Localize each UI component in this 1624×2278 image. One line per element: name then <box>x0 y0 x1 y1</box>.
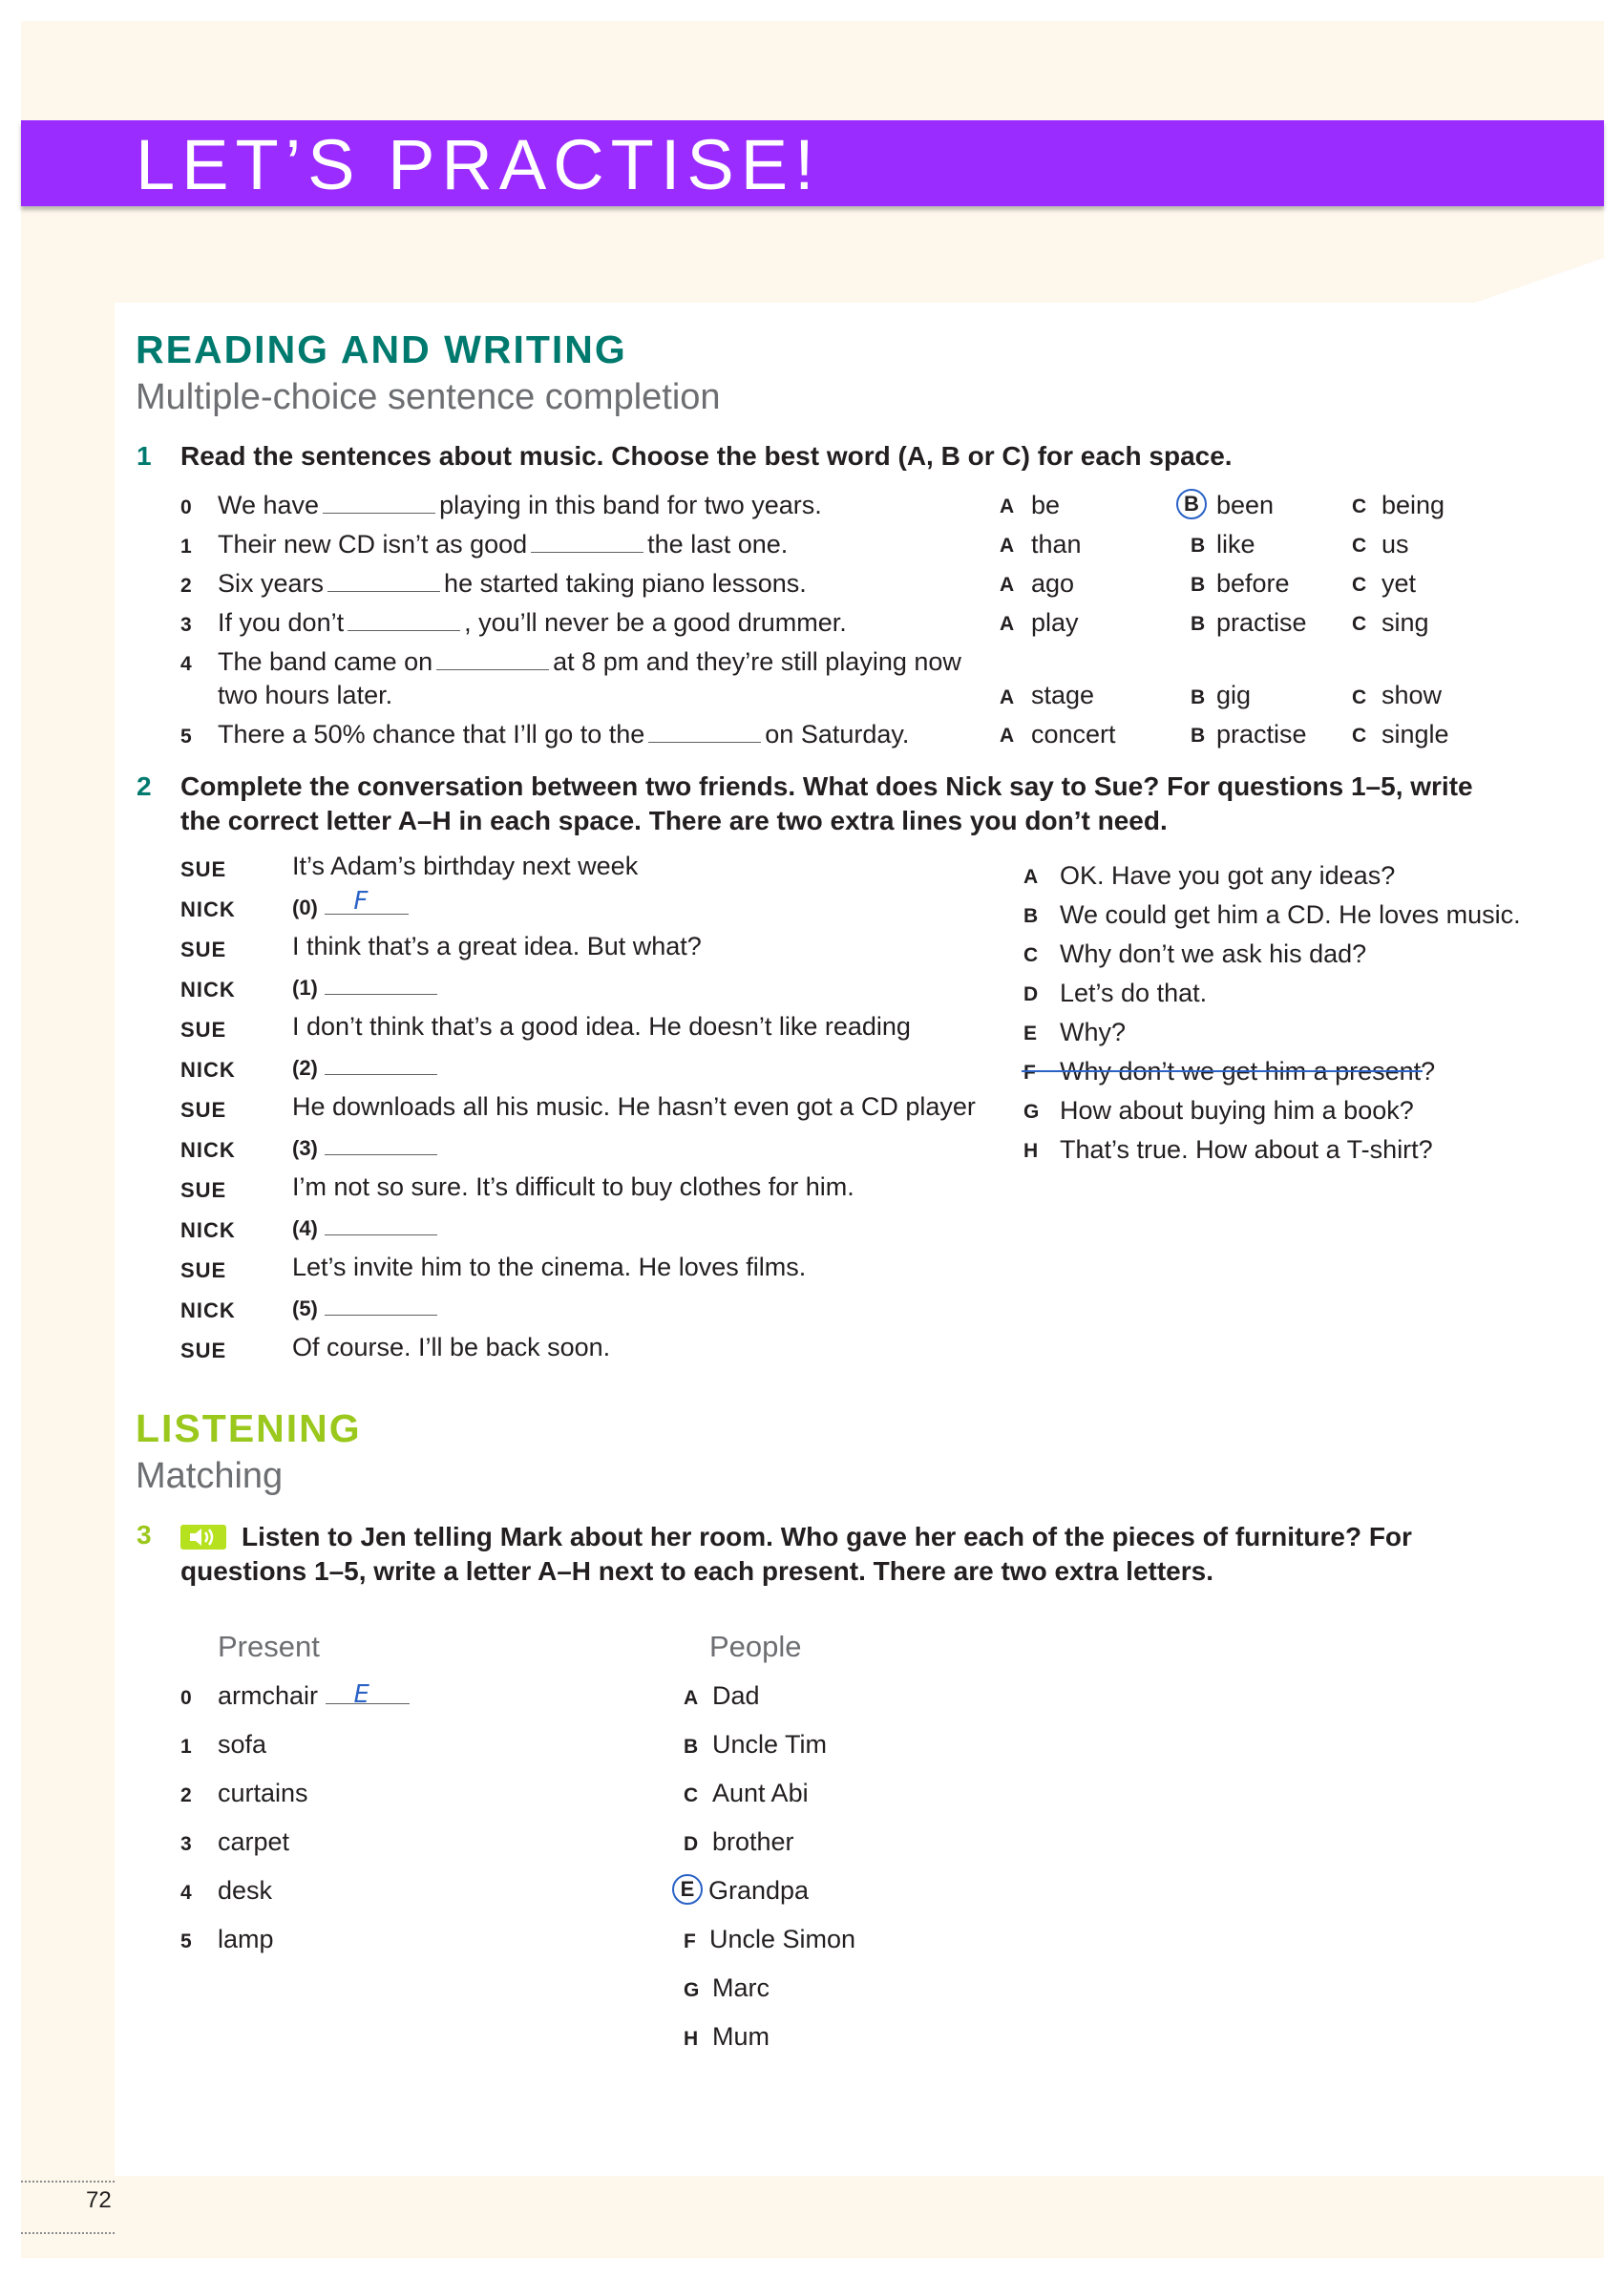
option-letter: B <box>1023 905 1039 927</box>
option-a[interactable]: concert <box>1031 720 1116 749</box>
option-letter: C <box>1352 496 1367 517</box>
person-option[interactable]: Aunt Abi <box>712 1779 809 1807</box>
person-option[interactable]: Mum <box>712 2022 770 2051</box>
handwritten-answer: E <box>353 1680 369 1709</box>
dialogue-line: Of course. I’ll be back soon. <box>292 1333 611 1361</box>
answer-blank[interactable] <box>326 1680 410 1709</box>
dialogue-line: (1) <box>292 972 437 1002</box>
option-letter: B <box>1191 725 1206 747</box>
option-b[interactable]: practise <box>1216 720 1307 749</box>
person-option[interactable]: brother <box>712 1827 794 1856</box>
item-number: 5 <box>180 1930 192 1952</box>
item-sentence: We have playing in this band for two years. <box>218 491 822 519</box>
person-option[interactable]: Uncle Tim <box>712 1730 828 1759</box>
option-letter: A <box>1000 613 1015 635</box>
option-letter: B <box>1191 613 1206 635</box>
option-b[interactable]: before <box>1216 569 1290 598</box>
option-text[interactable]: We could get him a CD. He loves music. <box>1060 900 1521 929</box>
option-text[interactable]: Why? <box>1060 1018 1127 1046</box>
item-number: 1 <box>180 1736 192 1758</box>
question-instruction: Read the sentences about music. Choose the best word (A, B or C) for each space. <box>180 441 1233 471</box>
dialogue-line: I’m not so sure. It’s difficult to buy clothes for him. <box>292 1172 854 1201</box>
speaker-label: SUE <box>180 1258 227 1282</box>
person-option[interactable]: Grandpa <box>708 1876 810 1905</box>
person-option[interactable]: Uncle Simon <box>709 1925 856 1953</box>
dialogue-line: (4) <box>292 1213 437 1242</box>
answer-blank[interactable] <box>648 721 761 743</box>
question-instruction: Listen to Jen telling Mark about her room. Who gave her each of the pieces of furniture? For questions 1–5, write a letter A–H next to each present. There are two extra letters. <box>180 1522 1412 1586</box>
speaker-label: NICK <box>180 1218 236 1242</box>
option-letter: C <box>1352 725 1367 747</box>
item-sentence: There a 50% chance that I’ll go to the on Saturday. <box>218 720 910 749</box>
option-text[interactable]: That’s true. How about a T-shirt? <box>1060 1135 1433 1164</box>
item-sentence-continued: two hours later. <box>218 681 393 709</box>
option-letter: C <box>1023 944 1039 966</box>
option-letter: E <box>1023 1023 1038 1044</box>
option-letter: D <box>684 1833 699 1855</box>
footer-divider <box>21 2232 115 2234</box>
speaker-label: SUE <box>180 1018 227 1042</box>
present-item: lamp <box>218 1925 274 1953</box>
option-letter: A <box>1000 725 1015 747</box>
dialogue-line: (2) <box>292 1052 437 1082</box>
option-c[interactable]: single <box>1381 720 1449 749</box>
option-letter: G <box>684 1979 700 2001</box>
item-number: 5 <box>180 726 192 748</box>
option-c[interactable]: yet <box>1381 569 1417 598</box>
option-letter: F <box>684 1930 696 1952</box>
dialogue-line: I think that’s a great idea. But what? <box>292 932 702 960</box>
present-item: sofa <box>218 1730 267 1759</box>
present-item: curtains <box>218 1779 308 1807</box>
present-item: armchair E <box>218 1679 410 1712</box>
item-number: 2 <box>180 575 192 597</box>
crossed-out-line <box>1022 1070 1423 1072</box>
dialogue-line: (5) <box>292 1293 437 1322</box>
question-number: 1 <box>137 441 152 471</box>
option-letter: B <box>1191 686 1206 708</box>
option-a[interactable]: than <box>1031 530 1082 559</box>
item-number: 2 <box>180 1784 192 1806</box>
item-number: 0 <box>180 496 192 518</box>
option-c[interactable]: sing <box>1381 608 1429 637</box>
dialogue-line: It’s Adam’s birthday next week <box>292 852 639 880</box>
option-a[interactable]: stage <box>1031 681 1095 709</box>
option-b[interactable]: practise <box>1216 608 1307 637</box>
footer-divider <box>21 2181 115 2183</box>
option-letter: B <box>684 1736 699 1758</box>
option-text-crossed[interactable]: Why don’t we get him a present? <box>1060 1057 1436 1086</box>
answer-blank[interactable] <box>531 531 643 553</box>
present-item: desk <box>218 1876 273 1905</box>
dialogue-line: (3) <box>292 1132 437 1162</box>
item-number: 0 <box>180 1687 192 1709</box>
speaker-label: NICK <box>180 1058 236 1082</box>
option-letter: F <box>1023 1062 1036 1084</box>
page-title: LET’S PRACTISE! <box>136 125 821 204</box>
option-a[interactable]: ago <box>1031 569 1075 598</box>
option-c[interactable]: being <box>1381 491 1445 519</box>
handwritten-answer: F <box>353 887 369 916</box>
option-letter: A <box>1000 686 1015 708</box>
item-number: 4 <box>180 1882 192 1904</box>
dialogue-line: He downloads all his music. He hasn’t even got a CD player <box>292 1092 976 1121</box>
answer-blank[interactable] <box>325 1294 437 1316</box>
option-letter: G <box>1023 1101 1040 1123</box>
option-b[interactable]: like <box>1216 530 1255 559</box>
item-number: 3 <box>180 614 192 636</box>
header-band <box>21 207 1604 303</box>
answer-blank[interactable] <box>325 973 437 995</box>
dialogue-line: Let’s invite him to the cinema. He loves films. <box>292 1253 807 1281</box>
option-letter: H <box>1023 1140 1039 1162</box>
option-letter: D <box>1023 983 1039 1005</box>
option-a[interactable]: play <box>1031 608 1079 637</box>
speaker-label: NICK <box>180 978 236 1002</box>
option-letter: C <box>1352 535 1367 557</box>
item-number: 4 <box>180 653 192 675</box>
speaker-label: SUE <box>180 938 227 961</box>
dialogue-line: (0) F <box>292 892 409 921</box>
title-banner <box>21 120 1604 206</box>
person-option[interactable]: Dad <box>712 1681 760 1710</box>
option-text[interactable]: How about buying him a book? <box>1060 1096 1414 1125</box>
option-text[interactable]: Why don’t we ask his dad? <box>1060 939 1367 968</box>
section-subheading-listening: Matching <box>136 1456 284 1496</box>
item-sentence: Six years he started taking piano lessons. <box>218 569 807 598</box>
option-letter: A <box>1000 574 1015 596</box>
option-b[interactable]: gig <box>1216 681 1252 709</box>
answer-blank[interactable] <box>327 570 440 592</box>
item-sentence: The band came on at 8 pm and they’re still playing now <box>218 647 961 676</box>
option-letter: A <box>1000 535 1015 557</box>
answer-blank[interactable] <box>325 1053 437 1075</box>
item-number: 3 <box>180 1833 192 1855</box>
option-b[interactable]: been <box>1216 491 1275 519</box>
people-column-heading: People <box>709 1630 802 1663</box>
option-letter: C <box>684 1784 699 1806</box>
option-letter: C <box>1352 613 1367 635</box>
question-instruction: Complete the conversation between two friends. What does Nick say to Sue? For questions 1–5, write the correct letter A–H in each space. There are two extra lines you don’t need. <box>180 771 1473 835</box>
answer-blank[interactable] <box>325 1213 437 1235</box>
option-text[interactable]: Let’s do that. <box>1060 979 1208 1007</box>
option-text[interactable]: OK. Have you got any ideas? <box>1060 861 1396 890</box>
circled-answer: B <box>1176 489 1207 519</box>
present-item: carpet <box>218 1827 290 1856</box>
option-c[interactable]: show <box>1381 681 1443 709</box>
item-sentence: If you don’t , you’ll never be a good drummer. <box>218 608 847 637</box>
option-letter: A <box>1023 866 1039 888</box>
option-letter: A <box>684 1687 699 1709</box>
option-letter: B <box>1191 535 1206 557</box>
speaker-label: SUE <box>180 1098 227 1122</box>
speaker-label: SUE <box>180 1178 227 1202</box>
option-letter: B <box>1191 574 1206 596</box>
item-sentence: Their new CD isn’t as good the last one. <box>218 530 789 559</box>
option-letter: A <box>1000 496 1015 517</box>
answer-blank[interactable] <box>325 1133 437 1155</box>
page-number: 72 <box>86 2187 112 2213</box>
section-heading-reading: READING AND WRITING <box>136 327 627 371</box>
present-column-heading: Present <box>218 1630 320 1663</box>
content-panel-corner <box>1475 258 1604 303</box>
question-number: 3 <box>137 1520 152 1550</box>
section-heading-listening: LISTENING <box>136 1406 362 1450</box>
option-letter: C <box>1352 574 1367 596</box>
dialogue-line: I don’t think that’s a good idea. He doesn’t like reading <box>292 1012 911 1041</box>
speaker-label: SUE <box>180 857 227 881</box>
option-a[interactable]: be <box>1031 491 1061 519</box>
option-letter: C <box>1352 686 1367 708</box>
speaker-label: NICK <box>180 1138 236 1162</box>
circled-answer: E <box>672 1874 703 1905</box>
speaker-label: NICK <box>180 897 236 921</box>
person-option[interactable]: Marc <box>712 1973 770 2002</box>
option-c[interactable]: us <box>1381 530 1409 559</box>
answer-blank[interactable] <box>348 609 460 631</box>
answer-blank[interactable] <box>323 492 435 514</box>
section-subheading-reading: Multiple-choice sentence completion <box>136 377 721 417</box>
item-number: 1 <box>180 536 192 558</box>
speaker-label: SUE <box>180 1339 227 1362</box>
speaker-label: NICK <box>180 1298 236 1322</box>
question-number: 2 <box>137 771 152 801</box>
option-letter: H <box>684 2028 699 2050</box>
answer-blank[interactable] <box>436 648 549 670</box>
